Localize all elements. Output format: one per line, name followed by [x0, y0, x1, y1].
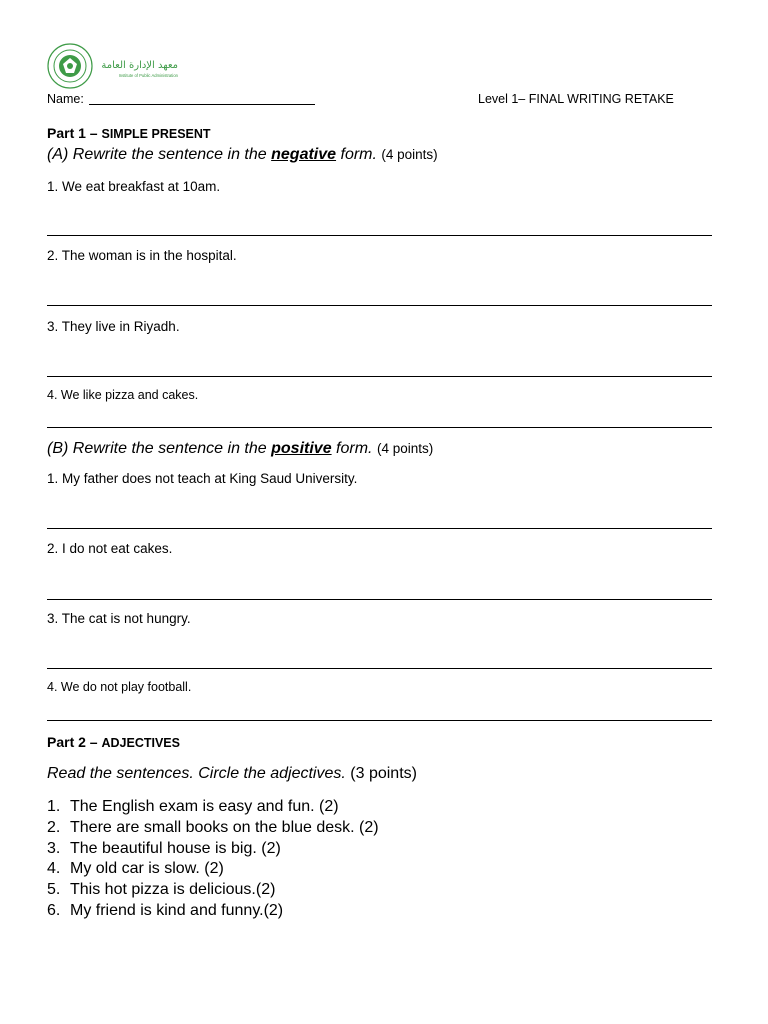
list-item	[47, 859, 379, 880]
logo-english-text: Institute of Public Administration	[118, 73, 178, 78]
item-number: 6.	[47, 901, 61, 919]
instruction-text-end: form.	[340, 146, 377, 163]
question-b2: 2. I do not eat cakes.	[47, 541, 173, 556]
logo-arabic-text: معهد الإدارة العامة	[101, 60, 178, 71]
answer-line-a3[interactable]	[47, 376, 712, 377]
list-item	[47, 880, 379, 901]
part1-title-suffix: SIMPLE PRESENT	[101, 127, 211, 141]
question-a2: 2. The woman is in the hospital.	[47, 248, 237, 263]
instruction-text-end: form.	[336, 440, 373, 457]
question-b4: 4. We do not play football.	[47, 680, 192, 694]
item-text[interactable]: My old car is slow. (2)	[70, 860, 224, 878]
points-label: (4 points)	[376, 441, 434, 456]
adjectives-list	[47, 797, 379, 922]
list-item	[47, 797, 379, 818]
name-label: Name:	[47, 92, 84, 106]
instruction-text: Read the sentences. Circle the adjectives.	[47, 765, 346, 782]
logo-emblem-icon	[48, 44, 92, 88]
part1-title-prefix: Part 1 –	[47, 125, 98, 141]
answer-line-b3[interactable]	[47, 668, 712, 669]
list-item	[47, 901, 379, 922]
institute-logo	[46, 42, 181, 90]
item-number: 5.	[47, 881, 61, 899]
list-item	[47, 839, 379, 860]
answer-line-b4[interactable]	[47, 720, 712, 721]
part2-instruction	[47, 765, 417, 783]
question-a3: 3. They live in Riyadh.	[47, 319, 180, 334]
answer-line-a2[interactable]	[47, 305, 712, 306]
part2-title	[47, 734, 180, 750]
question-b1: 1. My father does not teach at King Saud University.	[47, 471, 358, 486]
instruction-text: (A) Rewrite the sentence in the	[47, 146, 267, 163]
points-label: (3 points)	[350, 765, 417, 782]
instruction-text: (B) Rewrite the sentence in the	[47, 440, 267, 457]
list-item	[47, 818, 379, 839]
part1-title	[47, 125, 211, 141]
item-number: 3.	[47, 839, 61, 857]
item-number: 1.	[47, 798, 61, 815]
item-text[interactable]: There are small books on the blue desk. (2)	[70, 818, 379, 836]
part1-section-b-instruction	[47, 440, 433, 458]
question-b3: 3. The cat is not hungry.	[47, 611, 191, 626]
level-text: Level 1– FINAL WRITING RETAKE	[478, 92, 674, 106]
part2-title-prefix: Part 2 –	[47, 734, 98, 750]
question-a1: 1. We eat breakfast at 10am.	[47, 179, 221, 194]
item-text[interactable]: This hot pizza is delicious.(2)	[70, 881, 276, 899]
instruction-keyword: positive	[271, 440, 332, 457]
item-number: 4.	[47, 860, 61, 878]
points-label: (4 points)	[381, 147, 438, 162]
name-field-line[interactable]	[89, 104, 315, 105]
instruction-keyword: negative	[271, 146, 337, 163]
item-number: 2.	[47, 818, 61, 836]
answer-line-b1[interactable]	[47, 528, 712, 529]
part1-section-a-instruction	[47, 146, 438, 164]
answer-line-a4[interactable]	[47, 427, 712, 428]
part2-title-suffix: ADJECTIVES	[101, 736, 180, 750]
item-text[interactable]: My friend is kind and funny.(2)	[70, 901, 284, 919]
item-text[interactable]: The English exam is easy and fun. (2)	[70, 798, 339, 815]
answer-line-a1[interactable]	[47, 235, 712, 236]
question-a4: 4. We like pizza and cakes.	[47, 388, 199, 402]
answer-line-b2[interactable]	[47, 599, 712, 600]
item-text[interactable]: The beautiful house is big. (2)	[70, 839, 281, 857]
